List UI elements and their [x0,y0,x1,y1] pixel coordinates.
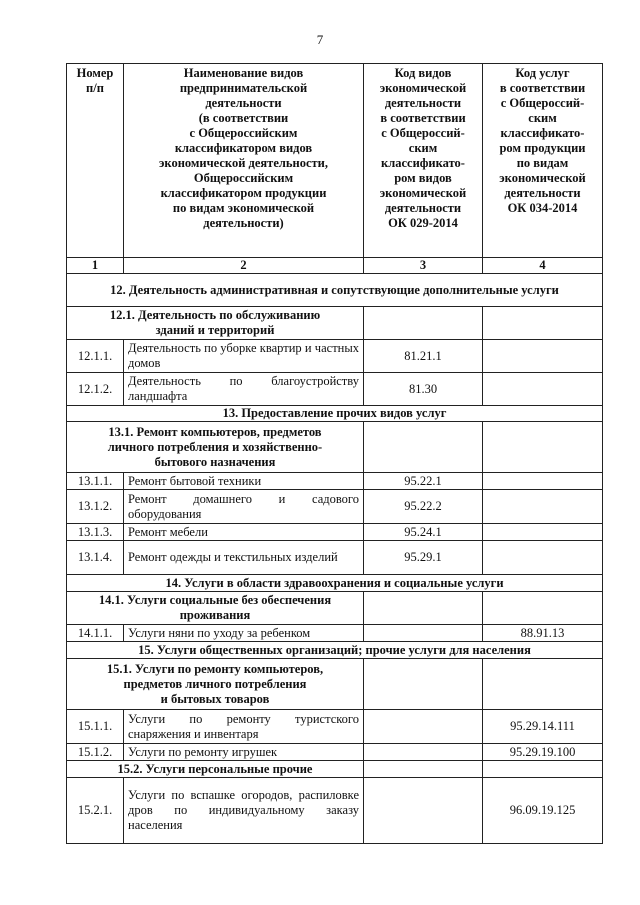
row-number: 15.1.1. [67,710,124,744]
column-numbers-row [67,258,603,274]
activity-codes-table [66,63,603,844]
column-number: 2 [124,258,364,274]
row-name: Деятельность по уборке квартир и частных домов [124,340,364,373]
row-okpd [483,524,603,541]
header-col-name: Наименование видов предпринимательской деятельности (в соответствии с Общероссийским классификатором видов экономической деятельности, Общероссийским классификатором продукции по видам экономической деятельности) [124,64,364,258]
row-name: Услуги няни по уходу за ребенком [124,625,364,642]
row-name: Ремонт одежды и текстильных изделий [124,541,364,575]
table-row [67,524,603,541]
empty-cell [483,307,603,340]
table-row [67,744,603,761]
empty-cell [364,659,483,710]
empty-cell [364,422,483,473]
page-number: 7 [316,32,324,47]
row-name: Услуги по вспашке огородов, распиловке дров по индивидуальному заказу населения [124,778,364,844]
row-okpd: 95.29.14.111 [483,710,603,744]
row-okved: 95.29.1 [364,541,483,575]
row-name: Ремонт бытовой техники [124,473,364,490]
section-row [67,575,603,592]
row-number: 14.1.1. [67,625,124,642]
empty-cell [483,659,603,710]
row-okved: 95.22.1 [364,473,483,490]
row-okpd: 96.09.19.125 [483,778,603,844]
subsection-row [67,592,603,625]
subsection-title: 15.1. Услуги по ремонту компьютеров, предметов личного потребления и бытовых товаров [67,659,364,710]
subsection-title: 15.2. Услуги персональные прочие [67,761,364,778]
table-row [67,340,603,373]
subsection-row [67,659,603,710]
subsection-row [67,307,603,340]
row-number: 13.1.2. [67,490,124,524]
subsection-title: 13.1. Ремонт компьютеров, предметов личного потребления и хозяйственно- бытового назначения [67,422,364,473]
row-okpd [483,373,603,406]
row-okpd [483,541,603,575]
table-row [67,778,603,844]
row-okpd [483,490,603,524]
row-name: Ремонт мебели [124,524,364,541]
row-number: 13.1.1. [67,473,124,490]
section-title: 14. Услуги в области здравоохранения и социальные услуги [67,575,603,592]
row-number: 13.1.3. [67,524,124,541]
empty-cell [483,761,603,778]
section-title: 13. Предоставление прочих видов услуг [67,406,603,422]
header-col-number: Номер п/п [67,64,124,258]
table-row [67,625,603,642]
row-okved: 81.21.1 [364,340,483,373]
column-number: 3 [364,258,483,274]
header-col-okved: Код видов экономической деятельности в соответствии с Общероссий- ским классификато- ром видов экономической деятельности ОК 029-2014 [364,64,483,258]
row-number: 15.2.1. [67,778,124,844]
table-row [67,541,603,575]
row-name: Деятельность по благоустройству ландшафта [124,373,364,406]
section-row [67,642,603,659]
table-row [67,373,603,406]
empty-cell [364,307,483,340]
row-name: Услуги по ремонту игрушек [124,744,364,761]
row-name: Услуги по ремонту туристского снаряжения и инвентаря [124,710,364,744]
row-okpd: 88.91.13 [483,625,603,642]
row-okved [364,625,483,642]
section-title: 12. Деятельность административная и сопутствующие дополнительные услуги [67,274,603,307]
row-okved [364,744,483,761]
subsection-title: 12.1. Деятельность по обслуживанию зданий и территорий [67,307,364,340]
empty-cell [483,422,603,473]
row-okpd [483,340,603,373]
column-number: 1 [67,258,124,274]
empty-cell [483,592,603,625]
table-row [67,710,603,744]
row-name: Ремонт домашнего и садового оборудования [124,490,364,524]
row-okved [364,778,483,844]
row-number: 12.1.2. [67,373,124,406]
section-row [67,274,603,307]
row-okpd [483,473,603,490]
empty-cell [364,592,483,625]
column-number: 4 [483,258,603,274]
row-okved: 95.22.2 [364,490,483,524]
row-number: 15.1.2. [67,744,124,761]
table-header-row [67,64,603,258]
subsection-row [67,422,603,473]
row-okved [364,710,483,744]
row-okpd: 95.29.19.100 [483,744,603,761]
table-row [67,473,603,490]
section-row [67,406,603,422]
row-okved: 95.24.1 [364,524,483,541]
row-number: 13.1.4. [67,541,124,575]
table-row [67,490,603,524]
row-number: 12.1.1. [67,340,124,373]
header-col-okpd: Код услуг в соответствии с Общероссий- ским классификато- ром продукции по видам экономической деятельности ОК 034-2014 [483,64,603,258]
subsection-title: 14.1. Услуги социальные без обеспечения проживания [67,592,364,625]
row-okved: 81.30 [364,373,483,406]
subsection-row [67,761,603,778]
empty-cell [364,761,483,778]
section-title: 15. Услуги общественных организаций; прочие услуги для населения [67,642,603,659]
